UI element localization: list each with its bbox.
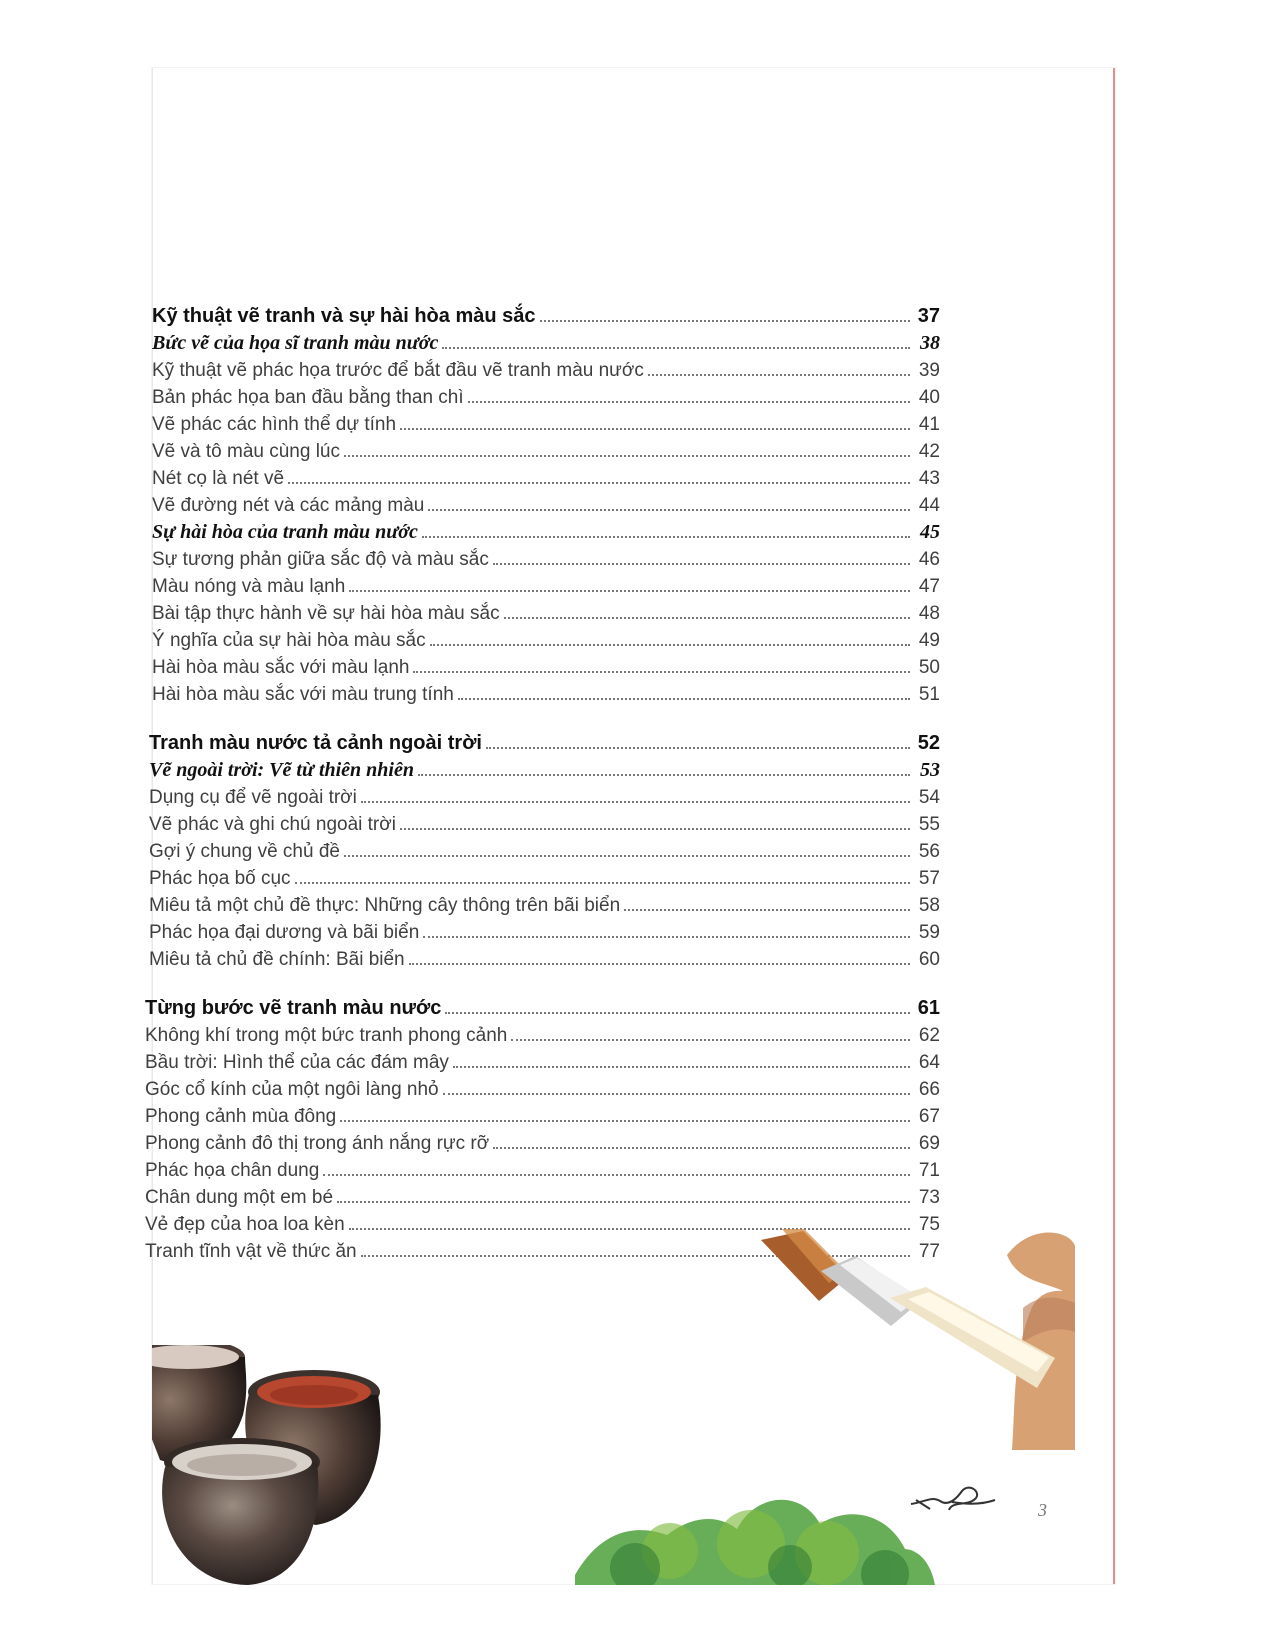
dot-leader: [295, 881, 910, 884]
toc-entry[interactable]: [152, 492, 940, 519]
dot-leader: [468, 400, 910, 403]
dot-leader: [340, 1119, 910, 1122]
dot-leader: [648, 373, 910, 376]
toc-entry[interactable]: [152, 384, 940, 411]
toc-entry-title: Miêu tả chủ đề chính: Bãi biển: [149, 949, 405, 970]
toc-entry[interactable]: [145, 1130, 940, 1157]
toc-entry[interactable]: [152, 438, 940, 465]
dot-leader: [445, 1011, 910, 1014]
dot-leader: [400, 827, 910, 830]
toc-page-number: 53: [920, 759, 940, 781]
dot-leader: [442, 346, 910, 349]
toc-entry-title: Vẽ đường nét và các mảng màu: [152, 495, 425, 516]
table-of-contents: [145, 303, 940, 1287]
page-number: 3: [1038, 1500, 1047, 1520]
toc-entry[interactable]: [152, 411, 940, 438]
toc-page-number: 37: [917, 305, 940, 327]
toc-page-number: 40: [918, 387, 940, 408]
toc-entry[interactable]: [152, 330, 940, 357]
toc-entry-title: Vẻ đẹp của hoa loa kèn: [145, 1214, 345, 1235]
toc-page-number: 55: [918, 814, 940, 835]
toc-entry-title: Phác họa chân dung: [145, 1160, 320, 1181]
toc-page-number: 57: [918, 868, 940, 889]
dot-leader: [624, 908, 910, 911]
toc-page-number: 43: [918, 468, 940, 489]
toc-entry-title: Kỹ thuật vẽ phác họa trước để bắt đầu vẽ tranh màu nước: [152, 360, 644, 381]
toc-page-number: 66: [918, 1079, 940, 1100]
toc-entry-title: Bầu trời: Hình thể của các đám mây: [145, 1052, 449, 1073]
toc-section: [152, 303, 940, 708]
toc-entry-title: Chân dung một em bé: [145, 1187, 334, 1208]
dot-leader: [400, 427, 910, 430]
toc-entry-title: Góc cổ kính của một ngôi làng nhỏ: [145, 1079, 439, 1100]
toc-page-number: 50: [918, 657, 940, 678]
toc-entry[interactable]: [149, 865, 940, 892]
dot-leader: [344, 854, 910, 857]
toc-page-number: 54: [918, 787, 940, 808]
toc-entry[interactable]: [152, 681, 940, 708]
toc-entry-title: Vẽ ngoài trời: Vẽ từ thiên nhiên: [149, 759, 414, 781]
toc-page-number: 38: [920, 332, 940, 354]
toc-entry-title: Sự tương phản giữa sắc độ và màu sắc: [152, 549, 489, 570]
toc-entry-title: Không khí trong một bức tranh phong cảnh: [145, 1025, 508, 1046]
toc-page-number: 58: [918, 895, 940, 916]
toc-page-number: 73: [918, 1187, 940, 1208]
dot-leader: [493, 1146, 910, 1149]
toc-page-number: 71: [918, 1160, 940, 1181]
artist-signature-mark: [907, 1482, 999, 1516]
toc-page-number: 62: [918, 1025, 940, 1046]
dot-leader: [288, 481, 910, 484]
toc-page-number: 44: [918, 495, 940, 516]
dot-leader: [458, 697, 910, 700]
toc-entry[interactable]: [149, 946, 940, 973]
dot-leader: [423, 935, 910, 938]
toc-entry-title: Ý nghĩa của sự hài hòa màu sắc: [152, 630, 426, 651]
dot-leader: [361, 800, 910, 803]
toc-entry[interactable]: [152, 573, 940, 600]
toc-entry[interactable]: [149, 838, 940, 865]
toc-entry-title: Hài hòa màu sắc với màu lạnh: [152, 657, 410, 678]
toc-entry[interactable]: [149, 784, 940, 811]
toc-page-number: 46: [918, 549, 940, 570]
toc-entry-title: Phác họa đại dương và bãi biển: [149, 922, 420, 943]
toc-entry[interactable]: [149, 892, 940, 919]
dot-leader: [344, 454, 910, 457]
toc-entry[interactable]: [145, 995, 940, 1022]
toc-entry[interactable]: [145, 1157, 940, 1184]
toc-section: [149, 730, 940, 973]
toc-entry-title: Tranh màu nước tả cảnh ngoài trời: [149, 732, 482, 754]
toc-entry-title: Miêu tả một chủ đề thực: Những cây thông trên bãi biển: [149, 895, 621, 916]
toc-entry[interactable]: [145, 1103, 940, 1130]
toc-page-number: 41: [918, 414, 940, 435]
dot-leader: [409, 962, 910, 965]
toc-entry-title: Kỹ thuật vẽ tranh và sự hài hòa màu sắc: [152, 305, 536, 327]
toc-entry[interactable]: [145, 1049, 940, 1076]
toc-entry[interactable]: [149, 730, 940, 757]
toc-entry-title: Vẽ và tô màu cùng lúc: [152, 441, 340, 462]
toc-page-number: 51: [918, 684, 940, 705]
page-right-edge: [1113, 68, 1115, 1584]
toc-entry-title: Vẽ phác và ghi chú ngoài trời: [149, 814, 396, 835]
green-watercolor-leaves: [575, 1455, 935, 1585]
toc-entry-title: Phong cảnh đô thị trong ánh nắng rực rỡ: [145, 1133, 490, 1154]
dot-leader: [504, 616, 910, 619]
toc-entry[interactable]: [149, 757, 940, 784]
toc-entry-title: Phác họa bố cục: [149, 868, 291, 889]
dot-leader: [486, 746, 910, 749]
toc-page-number: 52: [917, 732, 940, 754]
toc-page-number: 48: [918, 603, 940, 624]
paintbrush-illustration: [745, 1200, 1075, 1450]
toc-entry[interactable]: [149, 919, 940, 946]
toc-entry-title: Bài tập thực hành về sự hài hòa màu sắc: [152, 603, 500, 624]
toc-entry-title: Tranh tĩnh vật về thức ăn: [145, 1241, 357, 1262]
toc-page-number: 61: [917, 997, 940, 1019]
toc-entry[interactable]: [145, 1022, 940, 1049]
dot-leader: [422, 535, 910, 538]
dot-leader: [323, 1173, 910, 1176]
dot-leader: [443, 1092, 910, 1095]
toc-entry-title: Hài hòa màu sắc với màu trung tính: [152, 684, 454, 705]
dot-leader: [349, 589, 910, 592]
toc-entry[interactable]: [152, 600, 940, 627]
dot-leader: [453, 1065, 910, 1068]
toc-page-number: 39: [918, 360, 940, 381]
toc-page-number: 56: [918, 841, 940, 862]
toc-entry-title: Phong cảnh mùa đông: [145, 1106, 337, 1127]
toc-page-number: 67: [918, 1106, 940, 1127]
toc-page-number: 60: [918, 949, 940, 970]
toc-page-number: 47: [918, 576, 940, 597]
dot-leader: [413, 670, 910, 673]
dot-leader: [418, 773, 910, 776]
toc-entry[interactable]: [145, 1076, 940, 1103]
paint-jars-illustration: [152, 1345, 442, 1585]
toc-entry-title: Vẽ phác các hình thể dự tính: [152, 414, 397, 435]
toc-page-number: 64: [918, 1052, 940, 1073]
toc-entry-title: Bản phác họa ban đầu bằng than chì: [152, 387, 464, 408]
toc-page-number: 42: [918, 441, 940, 462]
toc-page-number: 69: [918, 1133, 940, 1154]
dot-leader: [430, 643, 910, 646]
toc-page-number: 45: [920, 521, 940, 543]
dot-leader: [428, 508, 910, 511]
toc-entry[interactable]: [152, 357, 940, 384]
toc-entry[interactable]: [152, 519, 940, 546]
toc-entry[interactable]: [152, 465, 940, 492]
toc-entry-title: Dụng cụ để vẽ ngoài trời: [149, 787, 357, 808]
dot-leader: [493, 562, 910, 565]
toc-entry-title: Từng bước vẽ tranh màu nước: [145, 997, 442, 1019]
toc-entry[interactable]: [152, 546, 940, 573]
toc-entry-title: Nét cọ là nét vẽ: [152, 468, 285, 489]
toc-entry-title: Sự hài hòa của tranh màu nước: [152, 521, 418, 543]
toc-entry[interactable]: [152, 654, 940, 681]
toc-page-number: 49: [918, 630, 940, 651]
toc-entry[interactable]: [152, 627, 940, 654]
dot-leader: [540, 319, 911, 322]
toc-entry-title: Màu nóng và màu lạnh: [152, 576, 346, 597]
toc-entry-title: Gợi ý chung về chủ đề: [149, 841, 340, 862]
toc-entry[interactable]: [149, 811, 940, 838]
toc-page-number: 77: [918, 1241, 940, 1262]
toc-entry-title: Bức vẽ của họa sĩ tranh màu nước: [152, 332, 439, 354]
toc-entry[interactable]: [152, 303, 940, 330]
toc-page-number: 75: [918, 1214, 940, 1235]
dot-leader: [511, 1038, 910, 1041]
toc-page-number: 59: [918, 922, 940, 943]
